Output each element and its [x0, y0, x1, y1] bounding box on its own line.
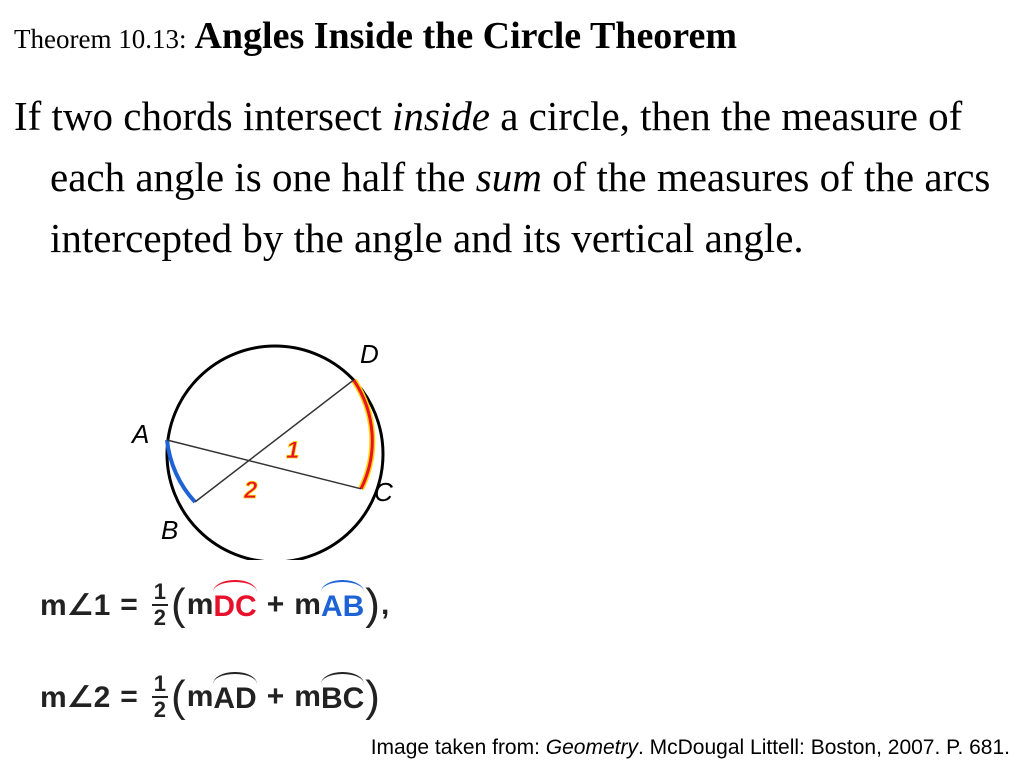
statement-part-3: of the measures of the arcs intercepted by the angle and its vertical angle. [50, 154, 991, 261]
point-label-c: C [374, 477, 393, 507]
formula-2-arc-bc: BC [321, 678, 364, 716]
formula-2-half [152, 672, 168, 722]
formula-2-frac-den: 2 [153, 697, 167, 722]
formula-2-close-paren: ) [365, 672, 380, 721]
image-citation [371, 736, 1010, 760]
arc-ab [167, 440, 195, 502]
formula-2-open-paren: ( [171, 672, 186, 721]
formula-1-arc-ab: AB [321, 586, 364, 624]
formula-1-close-paren: ) [365, 580, 380, 629]
theorem-number: Theorem 10.13: [14, 24, 187, 54]
circle-diagram [120, 330, 420, 560]
formula-1-m2: m [294, 588, 321, 621]
point-label-b: B [161, 515, 179, 545]
citation-details: . McDougal Littell: Boston, 2007. P. 681. [637, 736, 1010, 759]
formula-1-frac-den: 2 [153, 605, 167, 630]
formula-2-equals: = [120, 680, 138, 713]
angle-label-2: 2 [244, 477, 258, 504]
formula-2-arc-ad: AD [213, 678, 256, 716]
chord-ac [167, 440, 361, 489]
formula-1-m1: m [186, 588, 214, 621]
theorem-statement [14, 86, 1004, 269]
formula-1-half [152, 580, 168, 630]
formula-2-m1: m [186, 680, 214, 713]
formula-angle-2 [40, 672, 381, 722]
formula-angle-1 [40, 580, 389, 630]
chord-bd [195, 380, 354, 502]
circle [167, 346, 383, 560]
formula-1-plus: + [266, 588, 285, 621]
theorem-name: Angles Inside the Circle Theorem [194, 15, 738, 57]
formula-1-arc-dc: DC [213, 586, 256, 624]
formula-1-frac-num: 1 [153, 579, 167, 604]
formula-2-plus: + [266, 680, 285, 713]
formula-1-equals: = [120, 588, 138, 621]
formula-1-open-paren: ( [171, 580, 186, 629]
statement-part-2: a circle, then the measure of each angle is one half the [50, 93, 963, 200]
point-label-a: A [132, 419, 150, 449]
citation-prefix: Image taken from: [370, 736, 546, 759]
formula-2-lhs: m∠2 [40, 680, 111, 714]
point-label-d: D [360, 339, 379, 369]
statement-part-1: If two chords intersect [14, 93, 392, 139]
formula-2-m2: m [294, 680, 321, 713]
citation-book-title: Geometry [545, 736, 638, 759]
emphasis-inside: inside [392, 93, 490, 139]
emphasis-sum: sum [475, 154, 542, 200]
formula-2-frac-num: 1 [153, 671, 167, 696]
formula-1-lhs: m∠1 [40, 588, 111, 622]
angle-label-1: 1 [286, 437, 300, 464]
slide-title [14, 14, 737, 58]
formula-1-comma: , [380, 588, 390, 621]
